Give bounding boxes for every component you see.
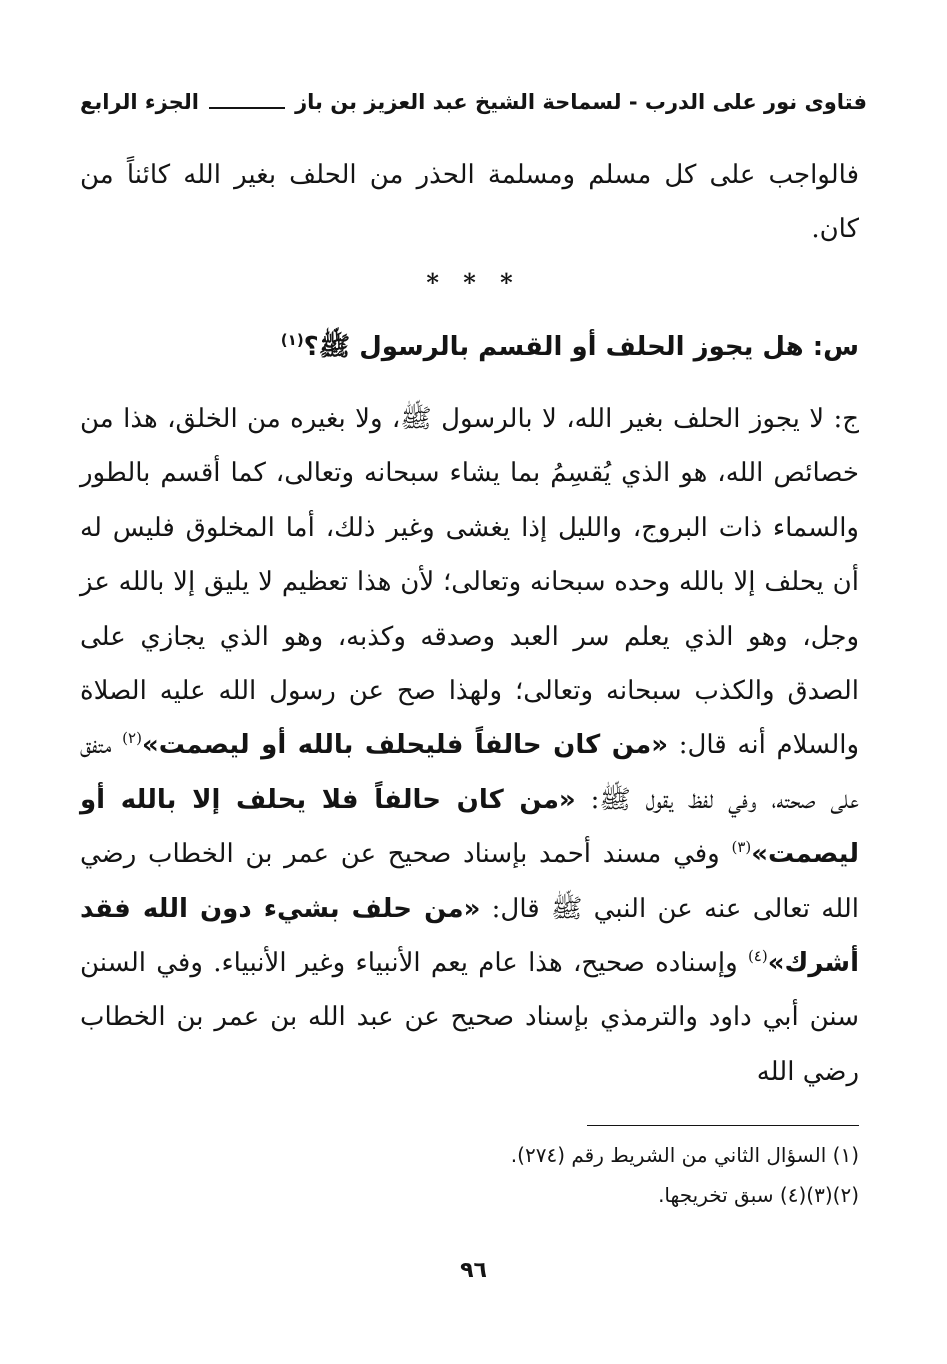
footnote-2: (٢)(٣)(٤) سبق تخريجها. <box>658 1183 859 1207</box>
footnote-ref-1: (١) <box>280 331 304 349</box>
section-separator: * * * <box>426 268 521 297</box>
hadith-quote-3: «من حلف بشيء دون الله فقد أشرك» <box>80 893 859 979</box>
page-number: ٩٦ <box>460 1258 487 1283</box>
answer-part-3: وفي مسند أحمد بإسناد صحيح عن عمر بن الخطاب رضي الله تعالى عنه عن النبي ﷺ قال: <box>80 839 859 924</box>
answer-paragraph <box>80 392 859 1099</box>
hadith-quote-2: «من كان حالفاً فلا يحلف إلا بالله أو ليصمت» <box>80 784 859 870</box>
question-heading <box>80 320 859 374</box>
answer-part-2: متفق على صحته، وفي لفظ يقول ﷺ: <box>80 730 859 815</box>
hadith-quote-1: «من كان حالفاً فليحلف بالله أو ليصمت» <box>141 730 669 761</box>
question-text: س: هل يجوز الحلف أو القسم بالرسول ﷺ؟ <box>303 332 859 362</box>
book-title: فتاوى نور على الدرب - لسماحة الشيخ عبد العزيز بن باز <box>295 90 867 114</box>
answer-part-1: ج: لا يجوز الحلف بغير الله، لا بالرسول ﷺ، ولا بغيره من الخلق، هذا من خصائص الله، هو الذي يُقسِمُ بما يشاء سبحانه وتعالى، كما أقسم بالطور والسماء ذات البروج، والليل إذا يغشى وغير ذلك، أما المخلوق فليس له أن يحلف إلا بالله وحده سبحانه وتعالى؛ لأن هذا تعظيم لا يليق إلا بالله عز وجل، وهو الذي يعلم سر العبد وصدقه وكذبه، وهو الذي يجازي على الصدق والكذب سبحانه وتعالى؛ ولهذا صح عن رسول الله عليه الصلاة والسلام أنه قال: <box>80 404 860 761</box>
footnote-separator <box>587 1125 859 1126</box>
running-header <box>80 82 867 122</box>
footnote-ref-4: (٤) <box>747 947 768 966</box>
volume-label: الجزء الرابع <box>80 90 199 114</box>
header-rule <box>209 107 285 109</box>
footnote-ref-3: (٣) <box>731 838 752 857</box>
intro-paragraph: فالواجب على كل مسلم ومسلمة الحذر من الحلف بغير الله كائناً من كان. <box>80 160 859 244</box>
footnote-ref-2: (٢) <box>122 729 142 748</box>
answer-part-4: وإسناده صحيح، هذا عام يعم الأنبياء وغير الأنبياء. وفي السنن سنن أبي داود والترمذي بإسناد صحيح عن عبد الله بن عمر بن الخطاب رضي الله <box>80 948 859 1087</box>
footnotes <box>80 1135 859 1215</box>
footnote-1: (١) السؤال الثاني من الشريط رقم (٢٧٤). <box>510 1143 859 1167</box>
